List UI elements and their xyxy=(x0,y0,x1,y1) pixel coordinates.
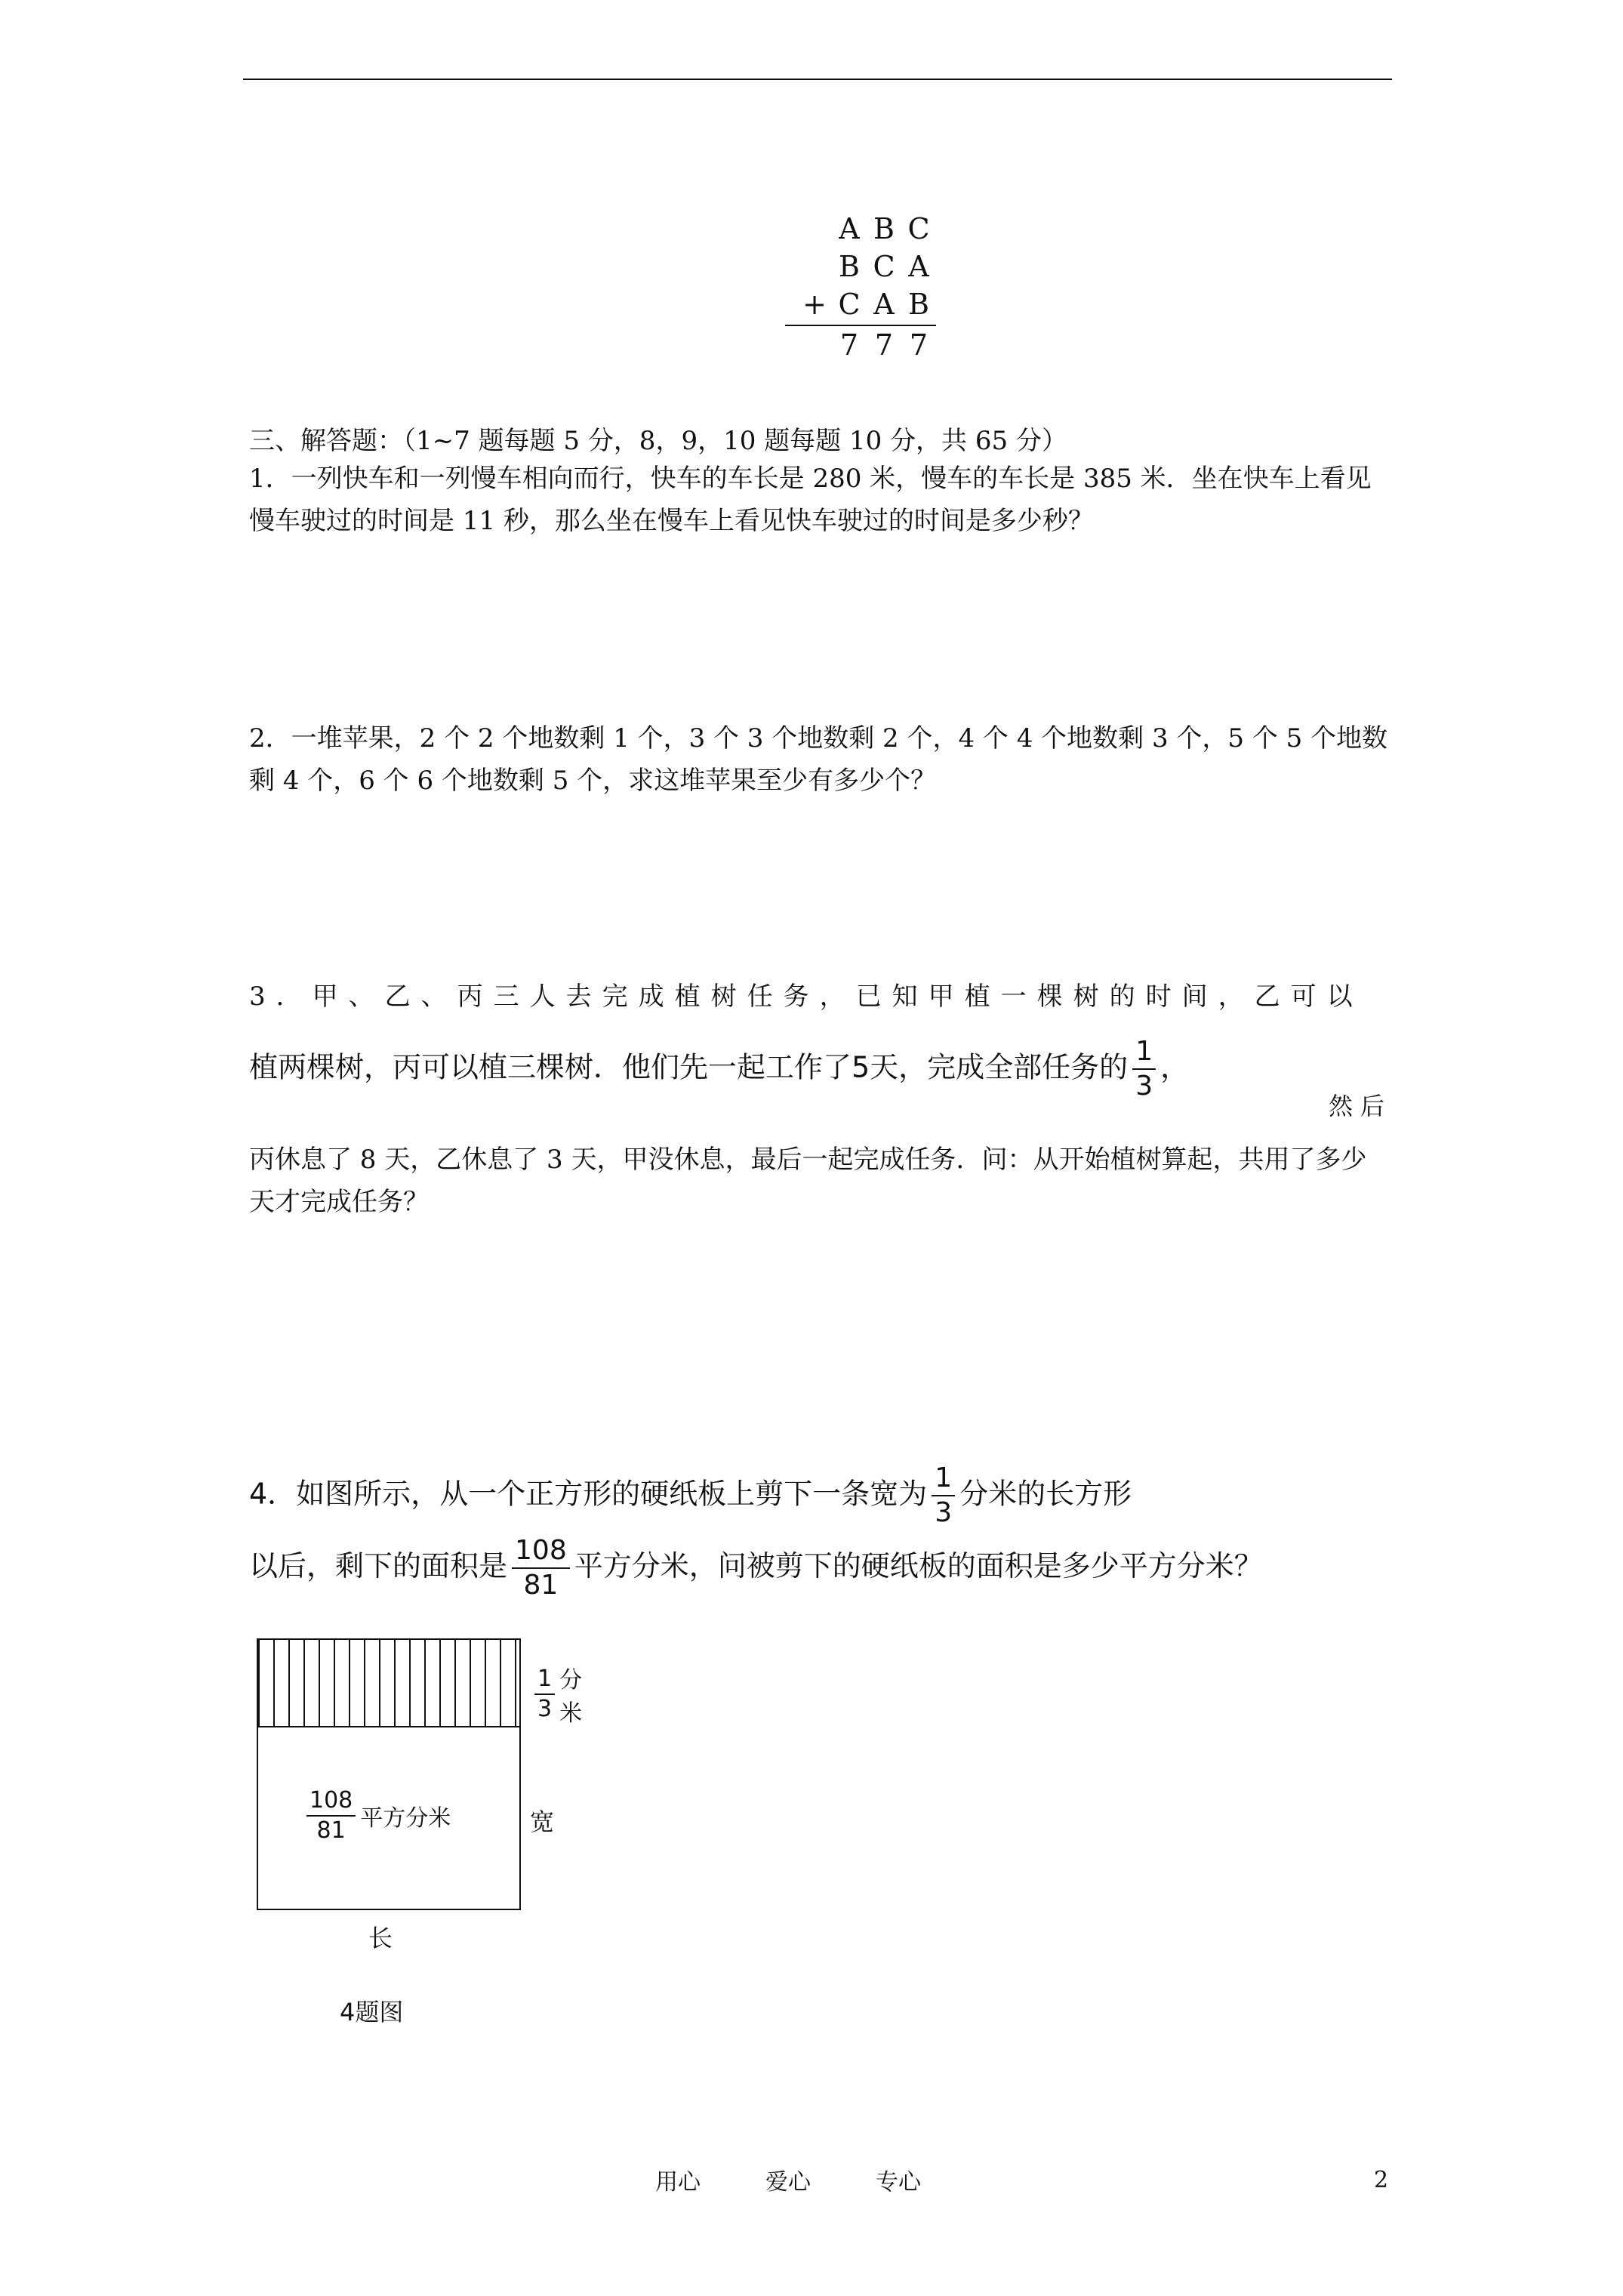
question-3-tail: 然后 xyxy=(1329,1092,1393,1120)
strip-fraction xyxy=(534,1668,555,1721)
denominator: 3 xyxy=(1135,1071,1153,1102)
addition-row-1 xyxy=(770,210,936,248)
digit: A xyxy=(839,212,860,245)
area-unit: 平方分米 xyxy=(360,1805,451,1832)
digit: C xyxy=(907,212,930,245)
question-2: 2．一堆苹果，2 个 2 个地数剩 1 个，3 个 3 个地数剩 2 个，4 个 4 个地数剩 3 个，5 个 5 个地数剩 4 个，6 个 6 个地数剩 5 个，求这堆苹果至少有多少个？ xyxy=(249,723,1388,796)
question-4-line-2 xyxy=(249,1536,1389,1599)
strip-width-label xyxy=(530,1661,582,1727)
numerator: 108 xyxy=(306,1789,356,1817)
q3-text: 植两棵树，丙可以植三棵树．他们先一起工作了5天，完成全部任务的 xyxy=(249,1050,1129,1084)
footer-motto xyxy=(655,2163,921,2196)
denominator: 81 xyxy=(316,1817,346,1844)
fraction-one-third xyxy=(1132,1038,1156,1100)
section-title: 三、解答题： xyxy=(249,426,403,456)
footer-item: 专心 xyxy=(876,2169,921,2196)
length-label: 长 xyxy=(368,1924,393,1952)
denominator: 3 xyxy=(935,1497,953,1528)
width-label: 宽 xyxy=(530,1808,555,1836)
column-addition xyxy=(770,210,936,364)
digit: B xyxy=(839,250,860,283)
cut-strip xyxy=(257,1638,521,1727)
strip-unit: 分米 xyxy=(559,1667,583,1727)
footer-item: 用心 xyxy=(655,2169,701,2196)
question-3-line-1: 3．甲、乙、丙三人去完成植树任务，已知甲植一棵树的时间，乙可以 xyxy=(249,982,1363,1012)
section-heading xyxy=(249,420,1389,462)
denominator: 81 xyxy=(523,1569,559,1601)
addition-row-2 xyxy=(770,248,936,285)
question-1: 1．一列快车和一列慢车相向而行，快车的车长是 280 米，慢车的车长是 385 米．坐在快车上看见慢车驶过的时间是 11 秒，那么坐在慢车上看见快车驶过的时间是多少秒？ xyxy=(249,464,1372,536)
digit: B xyxy=(908,288,929,321)
numerator: 1 xyxy=(534,1668,555,1695)
footer-item: 爱心 xyxy=(765,2169,811,2196)
digit: 7 xyxy=(874,328,894,362)
figure-caption: 4题图 xyxy=(340,1998,404,2026)
q4-text: 4．如图所示，从一个正方形的硬纸板上剪下一条宽为 xyxy=(249,1477,928,1511)
digit: C xyxy=(838,288,861,321)
digit: 7 xyxy=(909,328,929,362)
question-4-line-1 xyxy=(249,1462,1389,1528)
q4-text: 以后，剩下的面积是 xyxy=(249,1549,508,1583)
header-rule xyxy=(243,79,1392,80)
fraction-one-third xyxy=(932,1462,955,1528)
question-4-figure xyxy=(257,1638,583,1952)
question-3-line-2 xyxy=(249,1038,1389,1100)
area-fraction xyxy=(306,1789,356,1842)
page-number: 2 xyxy=(1374,2167,1389,2193)
digit: B xyxy=(873,212,895,245)
area-label xyxy=(302,1789,451,1842)
numerator: 1 xyxy=(1132,1038,1156,1070)
numerator: 108 xyxy=(512,1537,570,1569)
digit: C xyxy=(873,250,895,283)
q4-text: 平方分米，问被剪下的硬纸板的面积是多少平方分米？ xyxy=(574,1549,1263,1583)
plus-sign: + xyxy=(802,288,827,321)
q3-comma: ， xyxy=(1160,1050,1190,1084)
digit: 7 xyxy=(839,328,859,362)
denominator: 3 xyxy=(537,1696,553,1722)
addition-row-3 xyxy=(770,285,936,323)
addition-result xyxy=(770,326,936,364)
question-3-line-3: 丙休息了 8 天，乙休息了 3 天，甲没休息，最后一起完成任务．问：从开始植树算起，共用了多少天才完成任务？ xyxy=(249,1145,1367,1217)
digit: A xyxy=(873,288,895,321)
numerator: 1 xyxy=(932,1465,955,1496)
section-note: （1~7 题每题 5 分，8，9，10 题每题 10 分，共 65 分） xyxy=(403,426,1067,456)
fraction-area xyxy=(512,1534,570,1601)
digit: A xyxy=(908,250,929,283)
q4-text: 分米的长方形 xyxy=(959,1477,1132,1511)
